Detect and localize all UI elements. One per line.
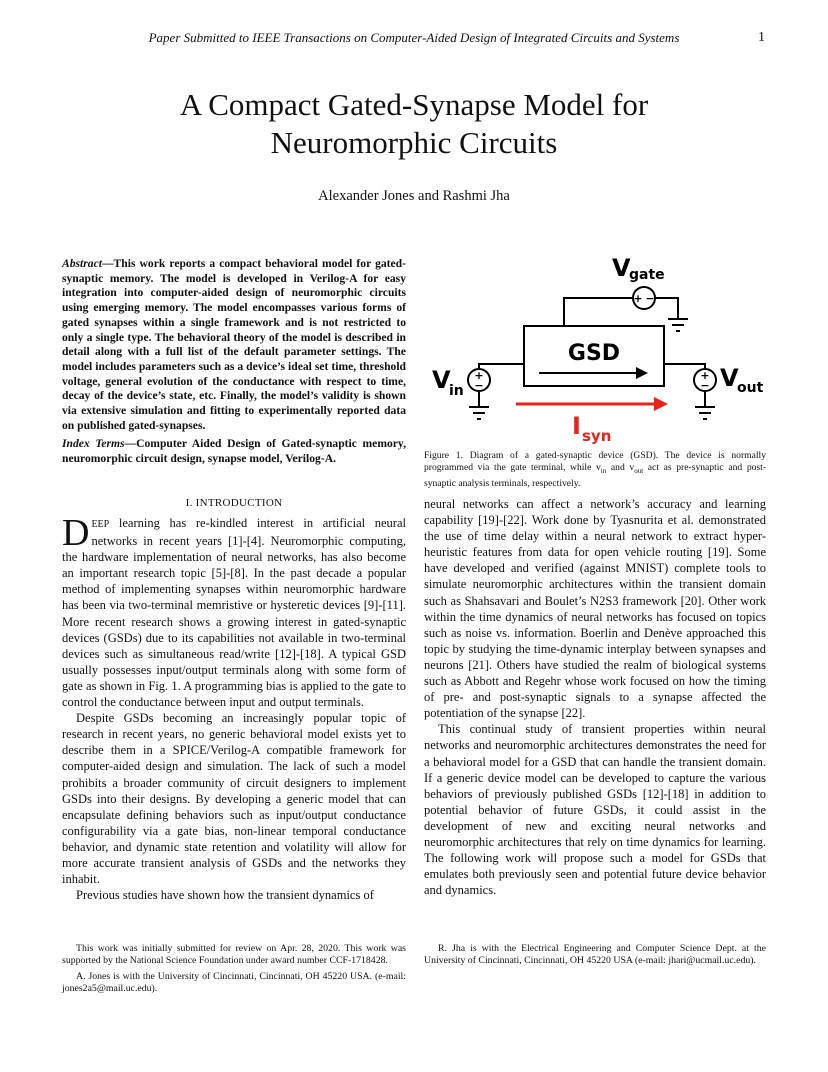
left-column-body [62, 512, 406, 903]
output-minus: − [700, 379, 710, 392]
figure-gsd-diagram [424, 246, 766, 446]
footnotes-right [424, 943, 766, 968]
v-out-label: V [720, 364, 739, 392]
ground-icon-output [695, 407, 715, 419]
caption-part-a: Figure 1. Diagram of a gated-synaptic device (GSD). The device is normally programmed via the gate terminal, while v [424, 450, 766, 474]
v-in-label: V [432, 366, 451, 394]
abstract-label: Abstract [62, 257, 102, 270]
intro-paragraph-1 [62, 512, 406, 710]
index-terms-label: Index Terms [62, 437, 125, 450]
paper-title [60, 86, 768, 162]
title-line-1: A Compact Gated-Synapse Model for [179, 87, 649, 122]
page-number: 1 [758, 30, 765, 45]
caption-sub-out: out [634, 467, 644, 476]
running-header: Paper Submitted to IEEE Transactions on Computer-Aided Design of Integrated Circuits and Systems [148, 30, 680, 45]
gsd-label: GSD [567, 341, 621, 366]
caption-part-c: act as pre-synaptic and post-synaptic analysis terminals, respectively. [424, 462, 767, 489]
ground-icon-gate [668, 319, 688, 331]
footnote-author-jones: A. Jones is with the University of Cincinnati, Cincinnati, OH 45220 USA. (e-mail: jones2a5@mail.uc.edu). [62, 970, 406, 995]
title-line-2: Neuromorphic Circuits [270, 125, 558, 160]
intro-paragraph-2: Despite GSDs becoming an increasingly popular topic of research in recent years, no generic behavioral model exists yet to describe them in a SPICE/Verilog-A compatible framework for computer-aided design and simulation. The lack of such a model prohibits a broader community of circuit designers to implement GSDs into their designs. By developing a generic model that can encapsulate defining behaviors such as input/output conductance configurability via a gate bias, non-linear temporal conductance behavior, and dynamic state retention and volatility will allow for more accurate transient analysis of GSDs and the networks they inhabit. [62, 711, 406, 887]
v-out-subscript: out [737, 380, 764, 396]
drop-cap: D [62, 512, 90, 554]
abstract [62, 257, 406, 433]
synaptic-current-arrowhead [654, 397, 668, 411]
v-gate-label: V [612, 254, 631, 282]
gsd-arrowhead [636, 367, 648, 379]
abstract-text: —This work reports a compact behavioral model for gated-synaptic memory. The model is developed in Verilog-A for easy integration into computer-aided design of neuromorphic circuits using emerging memory. The model encompasses various forms of gated synapses within a single framework and is not restricted to only a single type. The behavioral theory of the model is described in detail along with a full list of the default parameter settings. The model includes parameters such as a device’s ideal set time, threshold voltage, general evolution of the conductance with respect to time, decay of the device’s state, etc. Finally, the model’s validity is shown via extensive simulation and fitting to experimentally reported data on published gated-synapses. [62, 257, 406, 432]
input-minus: − [474, 379, 484, 392]
section-heading: I. INTRODUCTION [185, 497, 283, 509]
intro-paragraph-4: neural networks can affect a network’s accuracy and learning capability [19]-[22]. Work done by Tyasnurita et al. demonstrated the use of time delay within a neural network to extract hyper-heuristic features from data for open vehicle routing [19]. Some have developed and verified (against MNIST) complete tools to simulate neuromorphic architectures within the transient domain such as Shahsavari and Boulet’s N2S3 framework [20]. Other work within the time dynamics of neural networks has focused on topics such as noise vs. information. Boerlin and Denève approached this topic by studying the time-dynamic interplay between synapses and neurons [21]. Others have studied the realm of biological systems such as Abbott and Regehr whose work focused on how the timing of pre- and post-synaptic signals to a synapse affected the potentiation of the synapse [22]. [424, 497, 766, 721]
footnote-author-jha: R. Jha is with the Electrical Engineering and Computer Science Dept. at the University of Cincinnati, Cincinnati, OH 45220 USA (e-mail: jhari@ucmail.uc.edu). [424, 943, 766, 967]
index-terms [62, 437, 406, 466]
gate-plus: + [633, 292, 643, 305]
gsd-diagram-svg [424, 246, 766, 446]
output-plus: + [700, 369, 710, 382]
gate-wire [564, 298, 637, 326]
figure-caption [424, 450, 766, 490]
paper-authors: Alexander Jones and Rashmi Jha [318, 188, 510, 204]
intro-paragraph-3: Previous studies have shown how the transient dynamics of [76, 888, 374, 903]
v-in-subscript: in [449, 383, 464, 399]
intro-paragraph-5: This continual study of transient properties within neural networks and neuromorphic architectures demonstrates the need for a behavioral model for a GSD that can handle the transient domain. If a generic device model can be developed to capture the various behaviors of previously published GSDs [12]-[18] in addition to potential behavior of future GSDs, it could assist in the development of new and exciting neural networks and neuromorphic architectures that rely on time dynamics for learning. The following work will propose such a model for GSDs that emulates both previously seen and potential future device behavior and dynamics. [424, 722, 766, 898]
ground-icon-input [469, 407, 489, 419]
gate-minus: − [645, 292, 655, 305]
output-wire [664, 364, 705, 368]
i-syn-label: I [572, 412, 581, 440]
input-wire [479, 364, 524, 368]
i-syn-subscript: syn [582, 427, 612, 445]
caption-part-b: and v [606, 462, 635, 474]
footnote-submission: This work was initially submitted for review on Apr. 28, 2020. This work was supported by the National Science Foundation under award number CCF-1718428. [62, 943, 406, 967]
v-gate-subscript: gate [629, 267, 665, 283]
caption-sub-in: in [600, 467, 607, 476]
drop-cap-rest: EEP [91, 519, 110, 530]
intro-paragraph-1-text: learning has re-kindled interest in artificial neural networks in recent years [1]-[4]. Neuromorphic computing, the hardware implementation of neural networks, has also become an important research topic [5]-[8]. In the past decade a popular method of implementing synapses within neuromorphic hardware has been via two-terminal memristive or hysteretic devices [9]-[11]. More recent research shows a growing interest in gated-synaptic devices (GSDs) due to its capabilities not available in two-terminal devices such as simultaneous read/write [12]-[18]. A typical GSD usually possesses input/output terminals along with some form of gate as shown in Fig. 1. A programming bias is applied to the gate to control the conductance between input and output terminals. [62, 516, 406, 710]
index-terms-text: —Computer Aided Design of Gated-synaptic memory, neuromorphic circuit design, synapse model, Verilog-A. [62, 437, 406, 465]
footnotes-left [62, 943, 406, 999]
right-column-body [424, 496, 766, 898]
input-plus: + [474, 369, 484, 382]
